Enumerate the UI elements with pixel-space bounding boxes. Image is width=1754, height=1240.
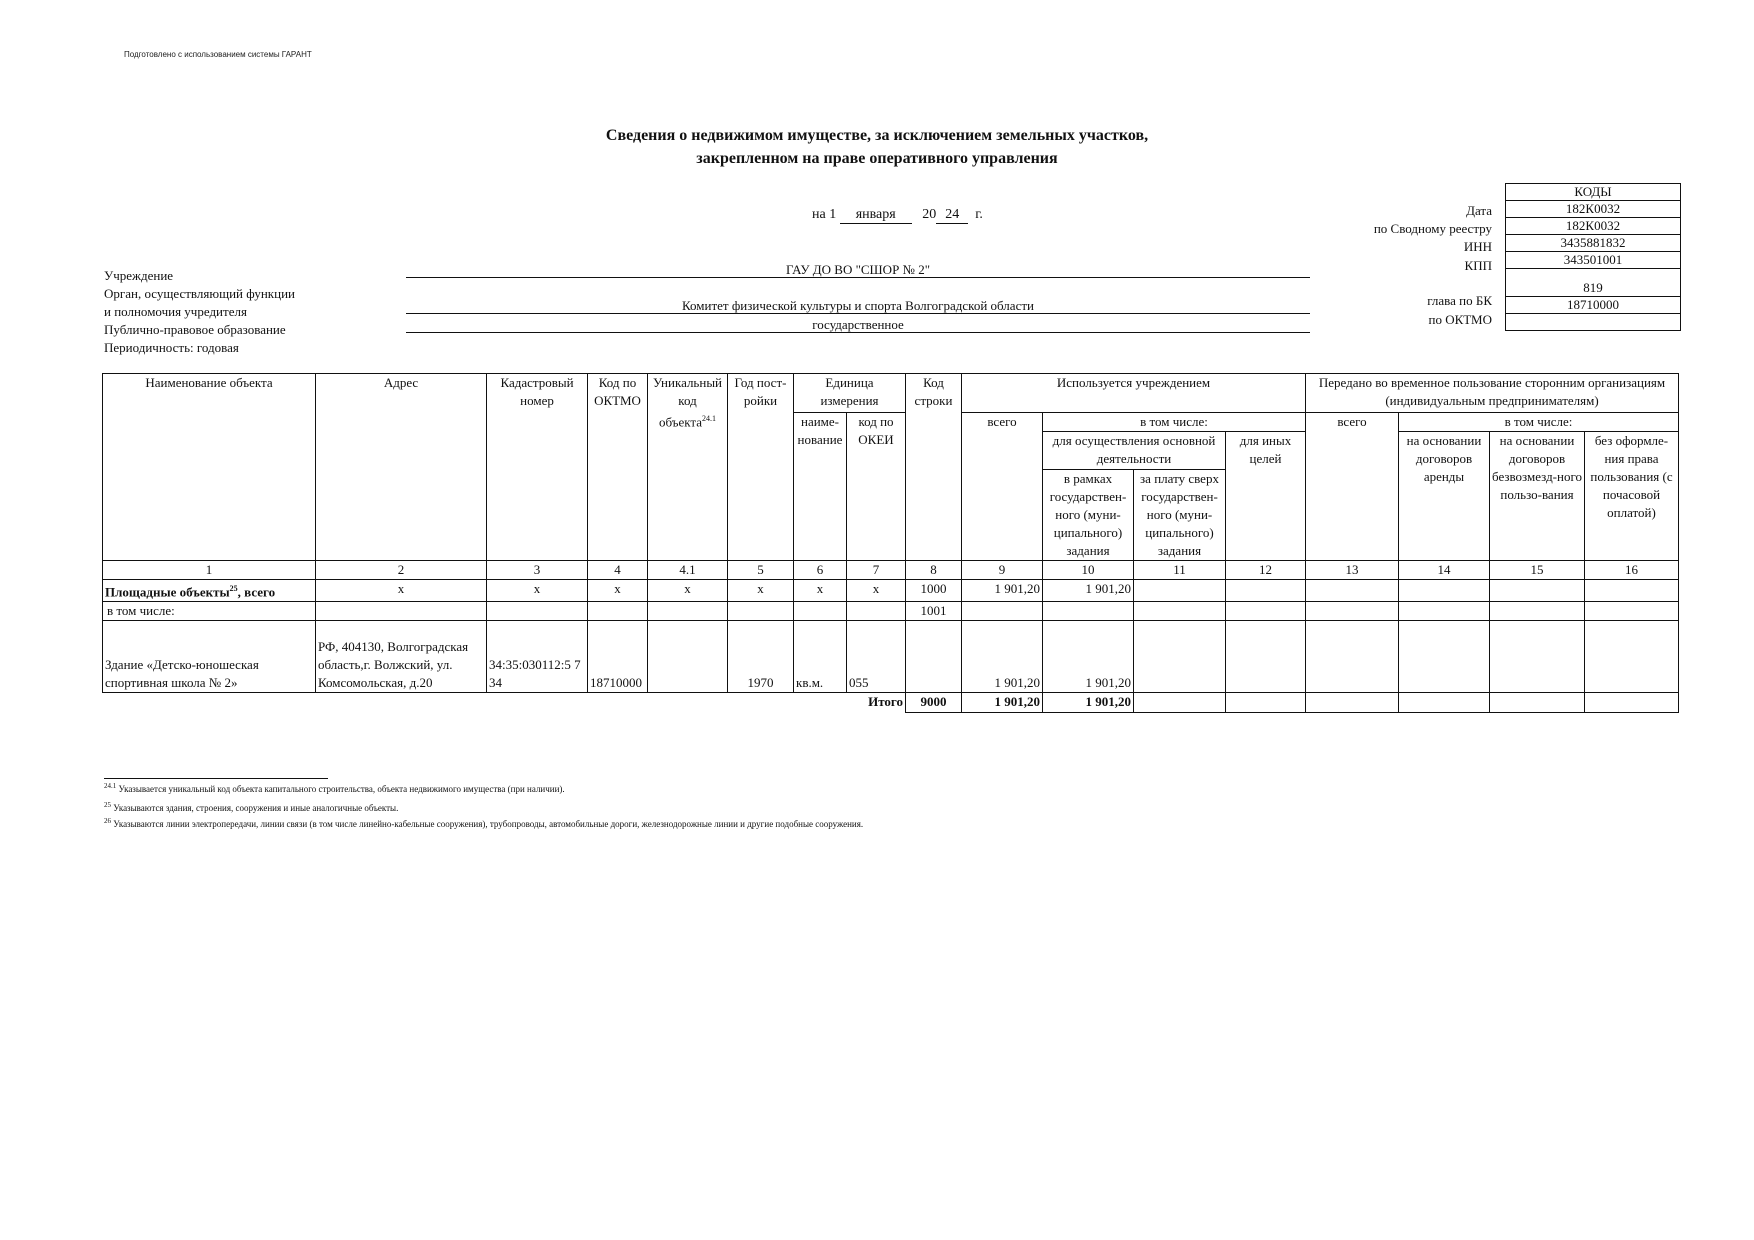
empty-cell bbox=[1226, 602, 1306, 621]
th-cadastral: Кадастровый номер bbox=[487, 374, 588, 561]
row-total-total: 1 901,20 bbox=[962, 580, 1043, 602]
col-num: 3 bbox=[487, 561, 588, 580]
empty-cell bbox=[962, 602, 1043, 621]
th-unique-sup: 24.1 bbox=[702, 414, 717, 423]
col-num: 4.1 bbox=[648, 561, 728, 580]
empty-cell bbox=[1226, 621, 1306, 693]
th-total2: всего bbox=[1306, 413, 1399, 561]
x-cell: х bbox=[728, 580, 794, 602]
prepared-note: Подготовлено с использованием системы ГАРАНТ bbox=[124, 50, 312, 59]
building-name: Здание «Детско-юношеская спортивная школа № 2» bbox=[103, 621, 316, 693]
empty-cell bbox=[1490, 602, 1585, 621]
date-year-prefix: 20 bbox=[922, 207, 937, 222]
empty-cell bbox=[1585, 602, 1679, 621]
th-unique-text: Уникальный код объекта bbox=[652, 375, 723, 430]
empty-cell bbox=[847, 602, 906, 621]
building-address: РФ, 404130, Волгоградская область,г. Волжский, ул. Комсомольская, д.20 bbox=[316, 621, 487, 693]
footnote-2-text: Указываются здания, строения, сооружения и иные аналогичные объекты. bbox=[113, 803, 399, 813]
code-registry: 182К0032 bbox=[1506, 218, 1681, 235]
th-row-code: Код строки bbox=[906, 374, 962, 561]
date-year-suffix: 24 bbox=[936, 207, 968, 224]
code-oktmo: 18710000 bbox=[1506, 297, 1681, 314]
date-prefix: на 1 bbox=[812, 207, 837, 222]
empty-cell bbox=[1399, 602, 1490, 621]
code-empty bbox=[1506, 314, 1681, 331]
public-label: Публично-правовое образование bbox=[104, 322, 286, 337]
empty-cell bbox=[1134, 580, 1226, 602]
th-unit-name: наиме-нование bbox=[794, 413, 847, 561]
empty-cell bbox=[648, 602, 728, 621]
th-incl2: в том числе: bbox=[1399, 413, 1679, 432]
table-row bbox=[103, 693, 1679, 713]
row-total-sup: 25 bbox=[229, 584, 238, 593]
col-num: 15 bbox=[1490, 561, 1585, 580]
col-num: 6 bbox=[794, 561, 847, 580]
th-other: для иных целей bbox=[1226, 432, 1306, 561]
organ-value: Комитет физической культуры и спорта Волгоградской области bbox=[406, 298, 1310, 314]
empty-cell bbox=[1399, 580, 1490, 602]
institution-value: ГАУ ДО ВО "СШОР № 2" bbox=[406, 262, 1310, 278]
code-label-registry: по Сводному реестру bbox=[1373, 221, 1492, 236]
code-bk: 819 bbox=[1506, 269, 1681, 297]
code-label-date: Дата bbox=[1466, 203, 1492, 218]
row-total-name-text: Площадные объекты bbox=[105, 584, 230, 600]
code-label-inn: ИНН bbox=[1463, 239, 1492, 254]
footnote-divider bbox=[104, 778, 328, 779]
col-num: 14 bbox=[1399, 561, 1490, 580]
th-unique bbox=[648, 374, 728, 561]
th-transferred: Передано во временное пользование сторонним организациям (индивидуальным предпринимателям) bbox=[1306, 374, 1679, 413]
building-oktmo: 18710000 bbox=[588, 621, 648, 693]
col-num: 8 bbox=[906, 561, 962, 580]
code-date: 182К0032 bbox=[1506, 201, 1681, 218]
footnote-3-text: Указываются линии электропередачи, линии связи (в том числе линейно-кабельные сооружения), трубопроводы, автомобильные дороги, железнодорожные линии и другие подобные сооружения. bbox=[113, 819, 864, 829]
th-free-use: на основании договоров безвозмезд-ного пользо-вания bbox=[1490, 432, 1585, 561]
col-num: 4 bbox=[588, 561, 648, 580]
empty-cell bbox=[794, 602, 847, 621]
periodicity: Периодичность: годовая bbox=[104, 340, 239, 355]
th-used: Используется учреждением bbox=[962, 374, 1306, 413]
organ-label-1: Орган, осуществляющий функции bbox=[104, 286, 295, 301]
row-total-name bbox=[103, 580, 316, 602]
th-oktmo: Код по ОКТМО bbox=[588, 374, 648, 561]
itogo-label: Итого bbox=[868, 694, 903, 710]
codes-table bbox=[1505, 183, 1681, 331]
date-month: января bbox=[840, 207, 912, 224]
itogo-code: 9000 bbox=[906, 693, 962, 713]
col-num: 2 bbox=[316, 561, 487, 580]
empty-cell bbox=[1585, 580, 1679, 602]
footnote-1 bbox=[104, 782, 565, 794]
row-total-code: 1000 bbox=[906, 580, 962, 602]
x-cell: х bbox=[487, 580, 588, 602]
footnote-3-sup: 26 bbox=[104, 817, 111, 825]
col-num: 12 bbox=[1226, 561, 1306, 580]
empty-cell bbox=[1585, 693, 1679, 713]
empty-cell bbox=[1490, 580, 1585, 602]
table-row bbox=[103, 621, 1679, 693]
row-incl-name: в том числе: bbox=[103, 602, 316, 621]
th-address: Адрес bbox=[316, 374, 487, 561]
empty-cell bbox=[1134, 621, 1226, 693]
footnote-2-sup: 25 bbox=[104, 801, 111, 809]
empty-cell bbox=[1134, 602, 1226, 621]
code-inn: 3435881832 bbox=[1506, 235, 1681, 252]
code-kpp: 343501001 bbox=[1506, 252, 1681, 269]
th-state-task: в рамках государствен-ного (муни-ципального) задания bbox=[1043, 470, 1134, 561]
empty-cell bbox=[487, 602, 588, 621]
footnote-2 bbox=[104, 801, 398, 813]
empty-cell bbox=[1306, 580, 1399, 602]
empty-cell bbox=[1226, 580, 1306, 602]
col-num: 7 bbox=[847, 561, 906, 580]
empty-cell bbox=[316, 602, 487, 621]
th-paid: за плату сверх государствен-ного (муни-ципального) задания bbox=[1134, 470, 1226, 561]
footnote-1-text: Указывается уникальный код объекта капитального строительства, объекта недвижимого имущества (при наличии). bbox=[118, 784, 565, 794]
col-num: 10 bbox=[1043, 561, 1134, 580]
empty-cell bbox=[728, 602, 794, 621]
empty-cell bbox=[1306, 602, 1399, 621]
table-row bbox=[103, 602, 1679, 621]
empty-cell bbox=[1043, 602, 1134, 621]
th-unit: Единица измерения bbox=[794, 374, 906, 413]
x-cell: х bbox=[648, 580, 728, 602]
public-value: государственное bbox=[406, 317, 1310, 333]
code-label-kpp: КПП bbox=[1464, 258, 1492, 273]
x-cell: х bbox=[794, 580, 847, 602]
organ-label-2: и полномочия учредителя bbox=[104, 304, 247, 319]
footnote-1-sup: 24.1 bbox=[104, 782, 117, 790]
building-unit-okei: 055 bbox=[847, 621, 906, 693]
th-lease: на основании договоров аренды bbox=[1399, 432, 1490, 561]
property-table bbox=[102, 373, 1679, 713]
footnote-3 bbox=[104, 817, 863, 829]
x-cell: х bbox=[316, 580, 487, 602]
row-total-state-task: 1 901,20 bbox=[1043, 580, 1134, 602]
table-row bbox=[103, 580, 1679, 602]
col-num: 5 bbox=[728, 561, 794, 580]
empty-cell bbox=[1306, 693, 1399, 713]
th-total: всего bbox=[962, 413, 1043, 561]
empty-cell bbox=[648, 621, 728, 693]
x-cell: х bbox=[588, 580, 648, 602]
building-cadastral: 34:35:030112:5 734 bbox=[487, 621, 588, 693]
col-num: 13 bbox=[1306, 561, 1399, 580]
code-label-bk: глава по БК bbox=[1427, 293, 1492, 308]
empty-cell bbox=[1306, 621, 1399, 693]
col-num: 16 bbox=[1585, 561, 1679, 580]
th-year: Год пост-ройки bbox=[728, 374, 794, 561]
th-no-rights: без оформле-ния права пользования (с почасовой оплатой) bbox=[1585, 432, 1679, 561]
itogo-state-task: 1 901,20 bbox=[1043, 693, 1134, 713]
institution-label: Учреждение bbox=[104, 268, 174, 283]
th-unit-okei: код по ОКЕИ bbox=[847, 413, 906, 561]
empty-cell bbox=[1226, 693, 1306, 713]
title-line-1: Сведения о недвижимом имуществе, за исключением земельных участков, bbox=[605, 127, 1149, 144]
col-num: 1 bbox=[103, 561, 316, 580]
document-title bbox=[0, 124, 1754, 170]
building-total: 1 901,20 bbox=[962, 621, 1043, 693]
x-cell: х bbox=[847, 580, 906, 602]
codes-header: КОДЫ bbox=[1506, 184, 1681, 201]
th-incl: в том числе: bbox=[1043, 413, 1306, 432]
empty-cell bbox=[1490, 621, 1585, 693]
building-unit-name: кв.м. bbox=[794, 621, 847, 693]
date-suffix: г. bbox=[975, 207, 983, 222]
empty-cell bbox=[1490, 693, 1585, 713]
report-date bbox=[812, 207, 983, 224]
building-state-task: 1 901,20 bbox=[1043, 621, 1134, 693]
row-incl-code: 1001 bbox=[906, 602, 962, 621]
building-year: 1970 bbox=[728, 621, 794, 693]
col-num: 9 bbox=[962, 561, 1043, 580]
empty-cell bbox=[1399, 693, 1490, 713]
row-total-name-suffix: , всего bbox=[237, 584, 276, 600]
empty-cell bbox=[588, 602, 648, 621]
title-line-2: закрепленном на праве оперативного управления bbox=[696, 150, 1058, 167]
itogo-total: 1 901,20 bbox=[962, 693, 1043, 713]
code-label-oktmo: по ОКТМО bbox=[1428, 312, 1492, 327]
empty-cell bbox=[1134, 693, 1226, 713]
empty-cell bbox=[1399, 621, 1490, 693]
col-num: 11 bbox=[1134, 561, 1226, 580]
th-name: Наименование объекта bbox=[103, 374, 316, 561]
empty-cell bbox=[906, 621, 962, 693]
th-main-activity: для осуществления основной деятельности bbox=[1043, 432, 1226, 470]
empty-cell bbox=[1585, 621, 1679, 693]
